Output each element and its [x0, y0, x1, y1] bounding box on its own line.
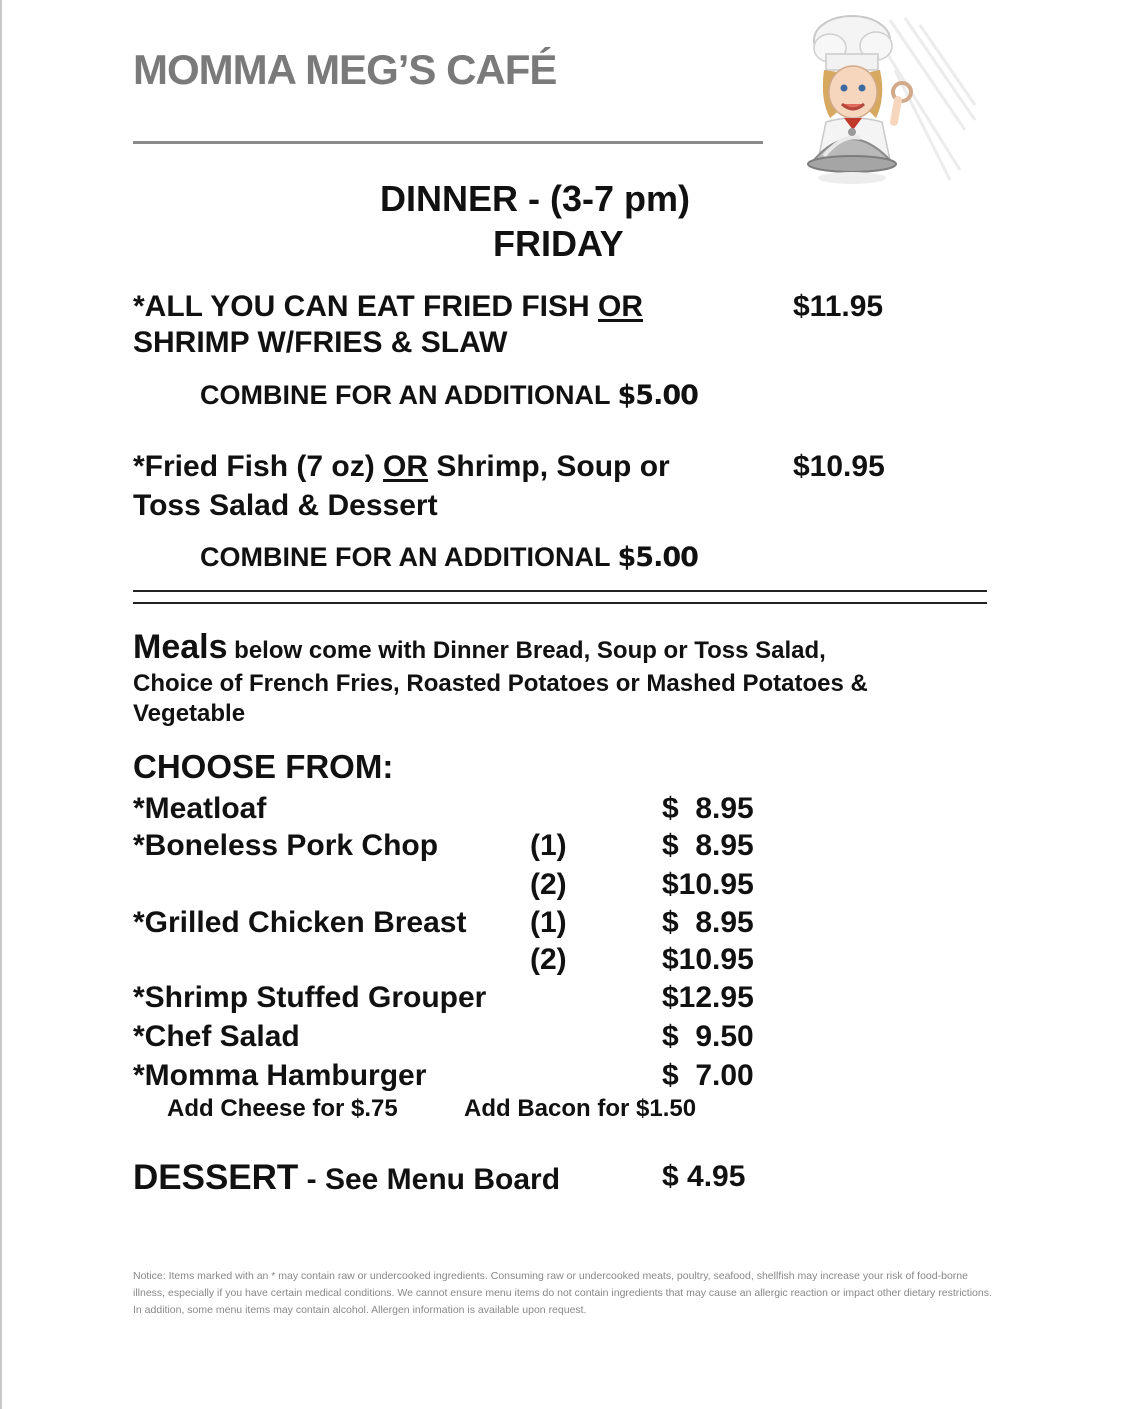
special-1-price: $11.95 — [793, 290, 884, 323]
special-2-line1 — [133, 450, 670, 484]
special-1-combine-text: COMBINE FOR AN ADDITIONAL — [200, 380, 618, 410]
page-edge — [0, 0, 2, 1409]
dessert-label: DESSERT — [133, 1158, 299, 1197]
menu-item-price: $ 7.00 — [662, 1059, 754, 1092]
special-2-combine — [200, 542, 698, 573]
dinner-title: DINNER - (3-7 pm) — [380, 178, 691, 219]
allergen-notice: Notice: Items marked with an * may contain raw or undercooked ingredients. Consuming raw or undercooked meats, poultry, seafood, shellfish may increase your risk of food-borne illness, especially if you have certain medical conditions. We cannot ensure menu items do not contain ingredients that may cause an allergic reaction or impact other dietary restrictions. In addition, some menu items may contain alcohol. Allergen information is available upon request. — [133, 1270, 992, 1316]
chef-mascot-logo — [790, 10, 980, 190]
special-2-combine-price: $5.00 — [617, 542, 698, 573]
title-rule — [133, 141, 763, 144]
special-1-line2: SHRIMP W/FRIES & SLAW — [133, 326, 508, 359]
menu-item-name: *Chef Salad — [133, 1020, 300, 1053]
special-1-line1 — [133, 290, 643, 324]
menu-item-name: *Shrimp Stuffed Grouper — [133, 981, 487, 1014]
special-1-combine — [200, 380, 698, 411]
menu-item-qty: (1) — [530, 829, 567, 862]
menu-item-name: *Momma Hamburger — [133, 1059, 427, 1092]
menu-item-price: $ 8.95 — [662, 906, 754, 939]
menu-item-price: $12.95 — [662, 981, 754, 1014]
meals-line1-text: below come with Dinner Bread, Soup or Toss Salad, — [227, 637, 826, 664]
special-1-text: *ALL YOU CAN EAT FRIED FISH — [133, 290, 599, 323]
meals-line3: Vegetable — [133, 700, 246, 727]
divider-bottom — [133, 602, 987, 604]
menu-item-name: *Boneless Pork Chop — [133, 829, 439, 862]
special-2-text: *Fried Fish (7 oz) — [133, 450, 384, 483]
dessert-line — [133, 1158, 560, 1198]
meals-line2: Choice of French Fries, Roasted Potatoes or Mashed Potatoes & — [133, 670, 868, 697]
special-2-price: $10.95 — [793, 450, 885, 483]
menu-item-price: $ 8.95 — [662, 829, 754, 862]
addon-cheese: Add Cheese for $.75 — [167, 1095, 398, 1122]
divider-top — [133, 590, 987, 592]
choose-heading: CHOOSE FROM: — [133, 748, 394, 785]
special-2-or: OR — [383, 450, 429, 483]
special-1-or: OR — [598, 290, 644, 323]
menu-item-qty: (2) — [530, 943, 567, 976]
menu-item-qty: (2) — [530, 868, 567, 901]
cafe-title: MOMMA MEG’S CAFÉ — [133, 46, 557, 93]
special-2-line2: Toss Salad & Dessert — [133, 489, 438, 522]
dessert-text: - See Menu Board — [298, 1163, 561, 1196]
menu-item-name: *Meatloaf — [133, 792, 267, 825]
dessert-price: $ 4.95 — [662, 1160, 746, 1193]
menu-item-price: $ 9.50 — [662, 1020, 754, 1053]
menu-item-price: $ 8.95 — [662, 792, 754, 825]
menu-item-price: $10.95 — [662, 943, 754, 976]
special-2-combine-text: COMBINE FOR AN ADDITIONAL — [200, 542, 618, 572]
special-2-text-post: Shrimp, Soup or — [428, 450, 670, 483]
menu-item-qty: (1) — [530, 906, 567, 939]
special-1-combine-price: $5.00 — [617, 380, 698, 411]
addon-bacon: Add Bacon for $1.50 — [464, 1095, 697, 1122]
menu-item-price: $10.95 — [662, 868, 754, 901]
meals-line1 — [133, 628, 826, 667]
meals-lead: Meals — [133, 628, 228, 666]
menu-item-name: *Grilled Chicken Breast — [133, 906, 467, 939]
dinner-day: FRIDAY — [493, 223, 624, 264]
